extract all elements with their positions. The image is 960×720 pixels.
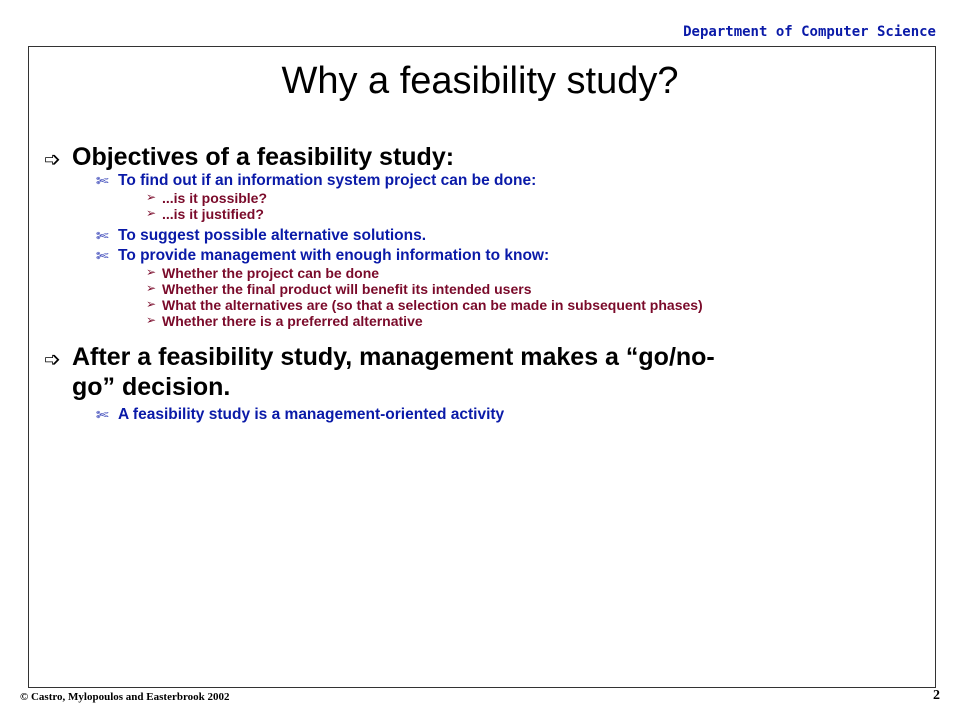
page-number: 2: [933, 688, 940, 703]
arrowhead-icon: ➢: [146, 281, 157, 295]
sub-sub-bullet-text: What the alternatives are (so that a selection can be made in subsequent phases): [162, 297, 703, 313]
department-label: Department of Computer Science: [683, 24, 936, 40]
bullet-text-line2: go” decision.: [72, 373, 231, 401]
arrowhead-icon: ➢: [146, 190, 157, 204]
sub-sub-bullet-text: ...is it possible?: [162, 190, 268, 206]
sub-sub-bullet-text: Whether there is a preferred alternative: [162, 313, 423, 329]
bullet-text-line1: After a feasibility study, management makes a “go/no-: [72, 343, 715, 371]
slide-title: Why a feasibility study?: [281, 60, 679, 102]
arrowhead-icon: ➢: [146, 297, 157, 311]
sub-bullet-text: To provide management with enough information to know:: [118, 247, 550, 264]
sub-sub-bullet-text: Whether the final product will benefit its intended users: [162, 281, 532, 297]
bullet-arrow-icon: ➩: [44, 347, 61, 371]
arrowhead-icon: ➢: [146, 265, 157, 279]
sub-sub-bullet-text: ...is it justified?: [162, 206, 264, 222]
copyright-label: © Castro, Mylopoulos and Easterbrook 2002: [20, 691, 230, 703]
scissors-icon: ✄: [96, 406, 109, 424]
sub-bullet-text: To find out if an information system project can be done:: [118, 172, 537, 189]
bullet-arrow-icon: ➩: [44, 147, 61, 171]
sub-bullet-text: A feasibility study is a management-oriented activity: [118, 406, 505, 423]
scissors-icon: ✄: [96, 172, 109, 190]
sub-bullet-text: To suggest possible alternative solutions.: [118, 227, 427, 244]
bullet-text: Objectives of a feasibility study:: [72, 143, 455, 171]
sub-sub-bullet-text: Whether the project can be done: [162, 265, 380, 281]
scissors-icon: ✄: [96, 227, 109, 245]
arrowhead-icon: ➢: [146, 313, 157, 327]
scissors-icon: ✄: [96, 247, 109, 265]
arrowhead-icon: ➢: [146, 206, 157, 220]
